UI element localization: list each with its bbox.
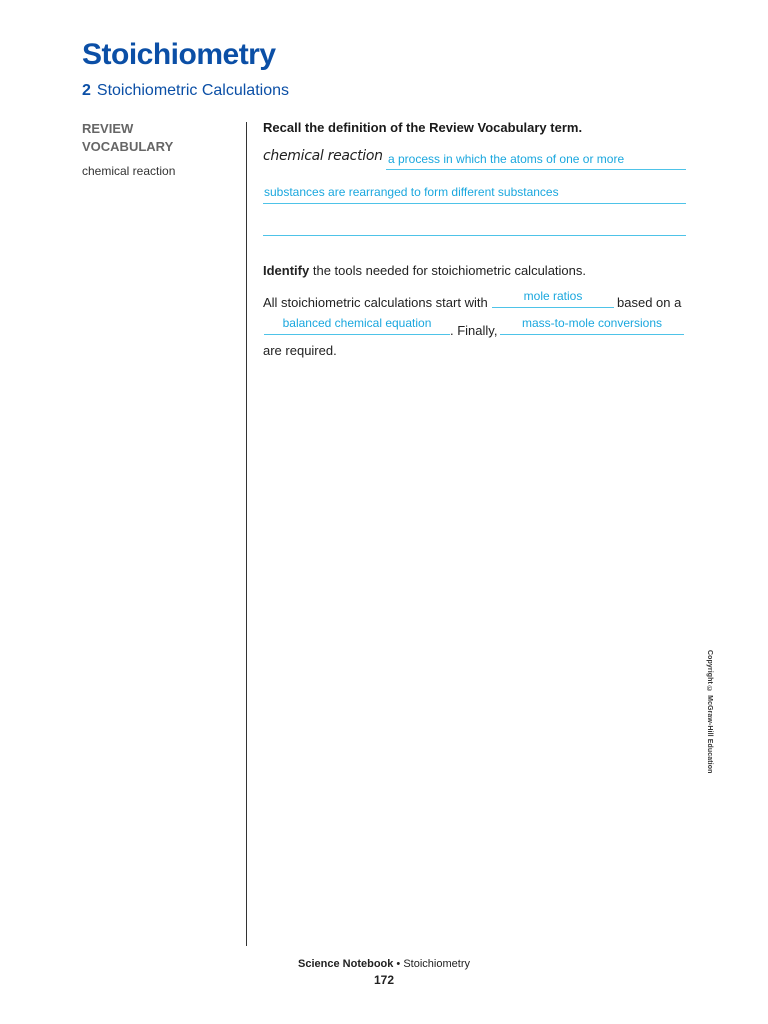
sidebar-heading [82,120,232,156]
footer-separator: • [393,958,404,970]
footer-chapter: Stoichiometry [403,958,470,970]
section-heading [82,82,289,100]
identify-instruction-rest: the tools needed for stoichiometric calculations. [309,263,586,278]
blank-2-line [264,334,450,335]
identify-text-part4: are required. [263,343,337,358]
copyright-notice: Copyright © McGraw-Hill Education [706,650,713,774]
identify-bold-word: Identify [263,263,310,278]
blank-3-line [500,334,684,335]
answer-rule-2 [263,203,686,204]
sidebar-vocab-term: chemical reaction [82,164,176,178]
identify-text-part1: All stoichiometric calculations start with [263,295,488,310]
column-divider [246,122,247,946]
sidebar-heading-line1: REVIEW [82,121,134,136]
identify-text-part2: based on a [617,295,682,310]
page-number: 172 [373,973,395,987]
answer-rule-1 [386,169,686,170]
sidebar-heading-line2: VOCABULARY [82,139,174,154]
blank-mole-ratios[interactable]: mole ratios [523,289,583,303]
recall-answer-line1[interactable]: a process in which the atoms of one or more [388,152,625,166]
section-title: Stoichiometric Calculations [96,82,289,99]
blank-balanced-equation[interactable]: balanced chemical equation [282,316,432,330]
answer-rule-3[interactable] [263,235,686,236]
blank-mass-to-mole[interactable]: mass-to-mole conversions [521,316,663,330]
recall-answer-line2[interactable]: substances are rearranged to form different substances [264,185,559,199]
identify-text-part3: . Finally, [450,323,498,338]
recall-section [263,120,687,135]
footer-book: Science Notebook [298,958,394,970]
page-title: Stoichiometry [82,38,276,71]
footer-line [0,958,768,970]
handwritten-term: chemical reaction [263,148,383,164]
recall-instruction: Recall the definition of the Review Vocabulary term. [263,120,583,135]
section-number: 2 [82,82,91,99]
identify-instruction [263,263,586,278]
blank-1-line [492,307,614,308]
review-vocabulary-sidebar [82,120,232,178]
